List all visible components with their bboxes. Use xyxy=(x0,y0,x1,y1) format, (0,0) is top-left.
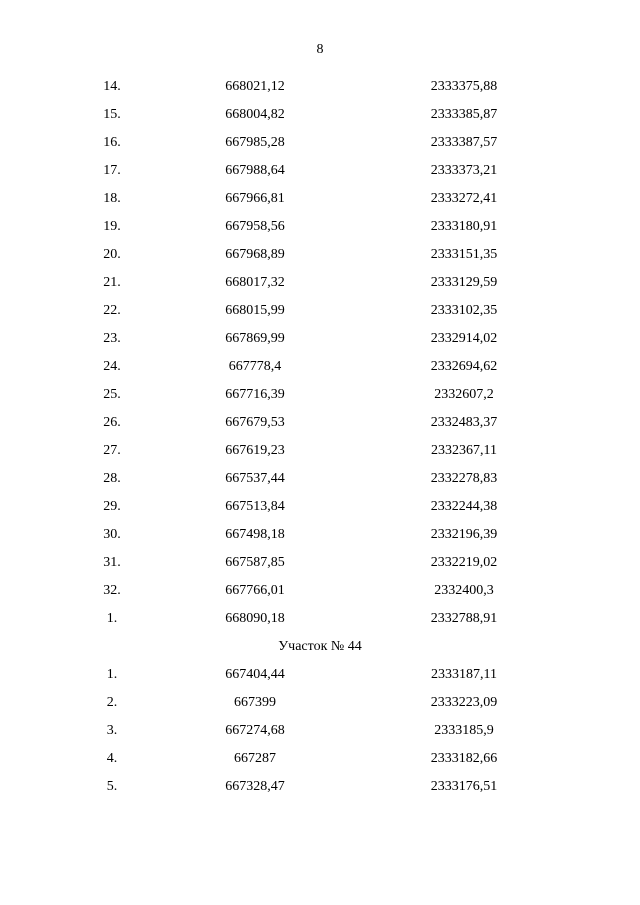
x-coordinate: 667404,44 xyxy=(225,667,285,682)
coordinates-rows-top xyxy=(0,76,640,636)
y-coordinate: 2332788,91 xyxy=(430,611,498,626)
point-number: 21. xyxy=(103,275,121,290)
point-number: 23. xyxy=(103,331,121,346)
point-number: 32. xyxy=(103,583,121,598)
x-coordinate: 667966,81 xyxy=(225,191,285,206)
x-coordinate: 668090,18 xyxy=(225,611,285,626)
x-coordinate: 667985,28 xyxy=(225,135,285,150)
x-coordinate: 667766,01 xyxy=(225,583,285,598)
x-coordinate: 667287 xyxy=(234,751,276,766)
x-coordinate: 667513,84 xyxy=(225,499,285,514)
x-coordinate: 667274,68 xyxy=(225,723,285,738)
table-row xyxy=(0,272,640,300)
table-row xyxy=(0,468,640,496)
table-row xyxy=(0,188,640,216)
point-number: 1. xyxy=(106,667,118,682)
y-coordinate: 2332244,38 xyxy=(430,499,498,514)
y-coordinate: 2332694,62 xyxy=(430,359,498,374)
point-number: 24. xyxy=(103,359,121,374)
table-row xyxy=(0,244,640,272)
x-coordinate: 667988,64 xyxy=(225,163,285,178)
y-coordinate: 2333272,41 xyxy=(430,191,498,206)
point-number: 15. xyxy=(103,107,121,122)
y-coordinate: 2332196,39 xyxy=(430,527,498,542)
table-row xyxy=(0,608,640,636)
point-number: 31. xyxy=(103,555,121,570)
y-coordinate: 2333223,09 xyxy=(430,695,498,710)
y-coordinate: 2332367,11 xyxy=(431,443,497,458)
x-coordinate: 667328,47 xyxy=(225,779,285,794)
point-number: 16. xyxy=(103,135,121,150)
y-coordinate: 2333375,88 xyxy=(430,79,498,94)
x-coordinate: 667958,56 xyxy=(225,219,285,234)
y-coordinate: 2333373,21 xyxy=(430,163,498,178)
table-row xyxy=(0,216,640,244)
table-row xyxy=(0,748,640,776)
y-coordinate: 2333387,57 xyxy=(430,135,498,150)
table-row xyxy=(0,552,640,580)
y-coordinate: 2333385,87 xyxy=(430,107,498,122)
y-coordinate: 2333182,66 xyxy=(430,751,498,766)
y-coordinate: 2332278,83 xyxy=(430,471,498,486)
y-coordinate: 2332483,37 xyxy=(430,415,498,430)
point-number: 19. xyxy=(103,219,121,234)
point-number: 30. xyxy=(103,527,121,542)
x-coordinate: 667968,89 xyxy=(225,247,285,262)
point-number: 18. xyxy=(103,191,121,206)
table-row xyxy=(0,412,640,440)
point-number: 1. xyxy=(106,611,118,626)
x-coordinate: 668004,82 xyxy=(225,107,285,122)
x-coordinate: 667679,53 xyxy=(225,415,285,430)
y-coordinate: 2333180,91 xyxy=(430,219,498,234)
x-coordinate: 668021,12 xyxy=(225,79,285,94)
x-coordinate: 667869,99 xyxy=(225,331,285,346)
table-row xyxy=(0,300,640,328)
x-coordinate: 667399 xyxy=(234,695,276,710)
table-row xyxy=(0,664,640,692)
page-number: 8 xyxy=(316,42,324,57)
y-coordinate: 2333187,11 xyxy=(431,667,497,682)
point-number: 26. xyxy=(103,415,121,430)
x-coordinate: 667778,4 xyxy=(228,359,282,374)
section-title: Участок № 44 xyxy=(278,639,362,654)
table-row xyxy=(0,384,640,412)
table-row xyxy=(0,524,640,552)
point-number: 5. xyxy=(106,779,118,794)
y-coordinate: 2333185,9 xyxy=(434,723,494,738)
point-number: 14. xyxy=(103,79,121,94)
table-row xyxy=(0,580,640,608)
table-row xyxy=(0,328,640,356)
x-coordinate: 667716,39 xyxy=(225,387,285,402)
table-row xyxy=(0,76,640,104)
x-coordinate: 667619,23 xyxy=(225,443,285,458)
point-number: 28. xyxy=(103,471,121,486)
coordinates-table xyxy=(0,76,640,804)
table-row xyxy=(0,356,640,384)
y-coordinate: 2332607,2 xyxy=(434,387,494,402)
point-number: 20. xyxy=(103,247,121,262)
y-coordinate: 2333151,35 xyxy=(430,247,498,262)
point-number: 2. xyxy=(106,695,118,710)
x-coordinate: 667498,18 xyxy=(225,527,285,542)
table-row xyxy=(0,776,640,804)
table-row xyxy=(0,440,640,468)
x-coordinate: 668015,99 xyxy=(225,303,285,318)
x-coordinate: 668017,32 xyxy=(225,275,285,290)
y-coordinate: 2332219,02 xyxy=(430,555,498,570)
table-row xyxy=(0,720,640,748)
x-coordinate: 667537,44 xyxy=(225,471,285,486)
point-number: 3. xyxy=(106,723,118,738)
y-coordinate: 2332400,3 xyxy=(434,583,494,598)
point-number: 27. xyxy=(103,443,121,458)
coordinates-rows-section xyxy=(0,664,640,804)
table-row xyxy=(0,496,640,524)
table-row xyxy=(0,104,640,132)
table-row xyxy=(0,692,640,720)
point-number: 22. xyxy=(103,303,121,318)
table-row xyxy=(0,160,640,188)
point-number: 29. xyxy=(103,499,121,514)
y-coordinate: 2333129,59 xyxy=(430,275,498,290)
point-number: 4. xyxy=(106,751,118,766)
table-row xyxy=(0,132,640,160)
point-number: 25. xyxy=(103,387,121,402)
y-coordinate: 2333102,35 xyxy=(430,303,498,318)
x-coordinate: 667587,85 xyxy=(225,555,285,570)
point-number: 17. xyxy=(103,163,121,178)
y-coordinate: 2333176,51 xyxy=(430,779,498,794)
y-coordinate: 2332914,02 xyxy=(430,331,498,346)
